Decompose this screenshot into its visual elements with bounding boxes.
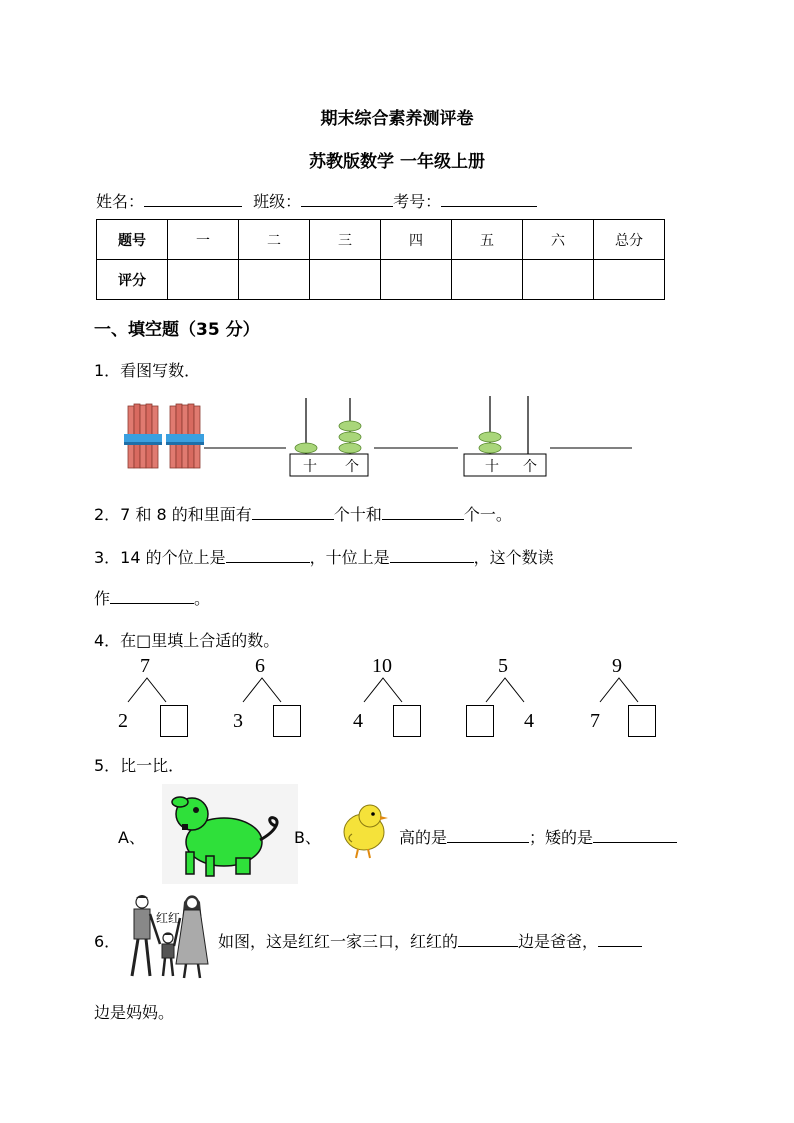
class-field[interactable] — [301, 190, 393, 207]
tens-place-label: 十 — [485, 459, 499, 475]
tree-top-number: 5 — [498, 655, 508, 677]
question-3-text: ，十位上是 — [309, 548, 390, 567]
tree-top-number: 7 — [140, 655, 150, 677]
answer-box[interactable] — [160, 705, 188, 737]
tree-left-number: 4 — [353, 710, 363, 732]
question-2-text: 2．7 和 8 的和里面有 — [94, 505, 252, 524]
tree-top-number: 10 — [372, 655, 392, 677]
question-5-answer-line — [399, 825, 677, 848]
dog-image — [162, 784, 298, 884]
question-3-text: ，这个数读 — [473, 548, 554, 567]
number-bond-lines — [0, 670, 794, 710]
question-2-text: 个十和 — [333, 505, 382, 524]
answer-blank[interactable] — [226, 546, 310, 563]
question-6-line-2: 边是妈妈。 — [94, 1003, 175, 1022]
question-5-text: 5．比一比． — [94, 756, 185, 775]
page-title: 期末综合素养测评卷 — [320, 109, 474, 129]
score-header-cell: 二 — [239, 220, 310, 260]
name-field[interactable] — [144, 190, 242, 207]
score-header-cell: 一 — [168, 220, 239, 260]
answer-box[interactable] — [628, 705, 656, 737]
answer-blank[interactable] — [110, 587, 194, 604]
question-6-text: 边是爸爸， — [518, 932, 599, 951]
answer-blank[interactable] — [390, 546, 474, 563]
score-table — [96, 219, 665, 300]
score-row-label: 评分 — [97, 260, 168, 300]
score-cell[interactable] — [381, 260, 452, 300]
score-header-cell: 题号 — [97, 220, 168, 260]
ones-place-label: 个 — [523, 459, 537, 475]
tens-place-label: 十 — [303, 459, 317, 475]
question-2-text: 个一。 — [463, 505, 512, 524]
score-header-cell: 总分 — [594, 220, 665, 260]
tree-left-number: 3 — [233, 710, 243, 732]
option-b-label: B、 — [294, 828, 321, 847]
answer-blank[interactable] — [598, 930, 642, 947]
score-header-cell: 六 — [523, 220, 594, 260]
answer-blank[interactable] — [382, 503, 464, 520]
section-title: 一、填空题（35 分） — [94, 320, 260, 340]
name-label: 姓名： — [96, 192, 145, 211]
option-a-label: A、 — [118, 828, 145, 847]
exam-field[interactable] — [441, 190, 537, 207]
chick-image — [332, 798, 394, 862]
question-2 — [94, 502, 512, 525]
score-header-cell: 五 — [452, 220, 523, 260]
score-cell[interactable] — [310, 260, 381, 300]
score-cell[interactable] — [239, 260, 310, 300]
answer-box[interactable] — [393, 705, 421, 737]
question-3-text: 3．14 的个位上是 — [94, 548, 226, 567]
class-label: 班级： — [253, 192, 302, 211]
stick-bundle-image — [166, 404, 204, 468]
score-table-score-row — [97, 260, 665, 300]
score-header-cell: 三 — [310, 220, 381, 260]
question-6-number: 6． — [94, 932, 121, 951]
page-subtitle: 苏教版数学 一年级上册 — [309, 152, 485, 172]
question-3 — [94, 545, 554, 568]
question-3-continued — [94, 586, 210, 609]
question-3-text: 。 — [194, 589, 211, 608]
ones-place-label: 个 — [345, 459, 359, 475]
question-5-text: 高的是 — [399, 828, 448, 847]
question-1-text: 1．看图写数． — [94, 361, 201, 380]
score-cell[interactable] — [452, 260, 523, 300]
stick-bundle-image — [124, 404, 162, 468]
answer-box[interactable] — [466, 705, 494, 737]
exam-label: 考号： — [393, 192, 442, 211]
tree-left-number: 7 — [590, 710, 600, 732]
question-5-text: ；矮的是 — [529, 828, 594, 847]
tree-top-number: 6 — [255, 655, 265, 677]
answer-box[interactable] — [273, 705, 301, 737]
score-cell[interactable] — [523, 260, 594, 300]
score-cell[interactable] — [594, 260, 665, 300]
answer-blank[interactable] — [447, 826, 529, 843]
score-table-header-row — [97, 220, 665, 260]
answer-blank[interactable] — [458, 930, 518, 947]
family-image — [122, 888, 214, 982]
answer-blank[interactable] — [252, 503, 334, 520]
question-6-line-1 — [218, 929, 642, 952]
question-3-text: 作 — [94, 589, 111, 608]
tree-right-number: 4 — [524, 710, 534, 732]
family-child-label: 红红 — [156, 911, 181, 925]
score-cell[interactable] — [168, 260, 239, 300]
student-info-line — [96, 189, 537, 212]
answer-blank[interactable] — [593, 826, 677, 843]
question-1-figure — [118, 392, 638, 482]
score-header-cell: 四 — [381, 220, 452, 260]
question-6-text: 如图，这是红红一家三口，红红的 — [218, 932, 459, 951]
tree-top-number: 9 — [612, 655, 622, 677]
tree-left-number: 2 — [118, 710, 128, 732]
question-4-text: 4．在□里填上合适的数。 — [94, 631, 280, 650]
